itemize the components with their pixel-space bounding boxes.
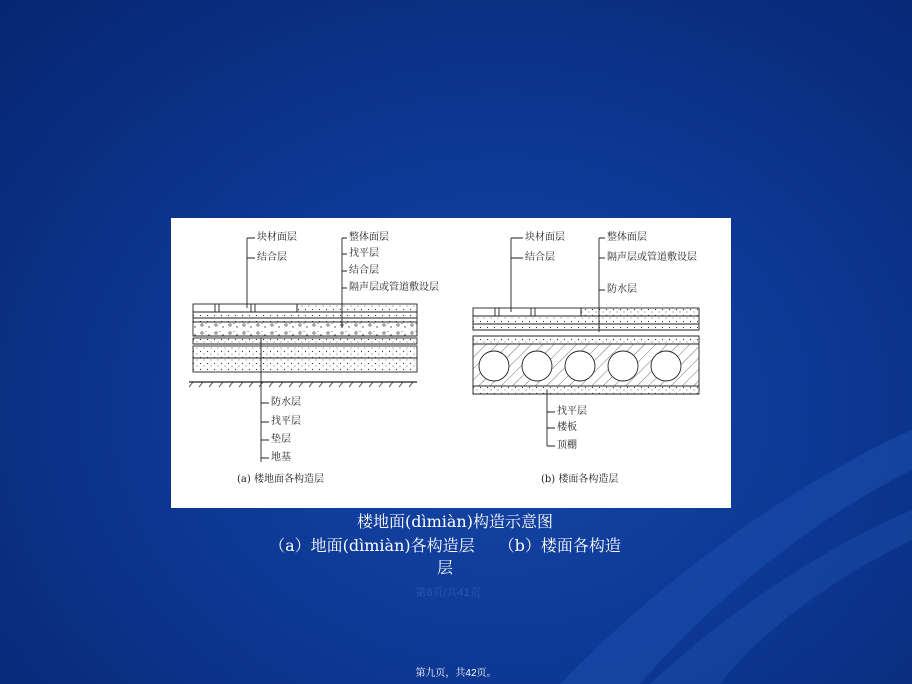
label-b-ceiling: 顶棚	[557, 440, 577, 451]
label-a-bonding-layer: 结合层	[257, 252, 287, 263]
label-a-monolithic-surface: 整体面层	[349, 232, 389, 243]
label-b-leveling: 找平层	[557, 406, 587, 417]
label-a-foundation: 地基	[271, 452, 291, 463]
label-a-sound-insulation: 隔声层或管道敷设层	[349, 282, 439, 293]
caption-line-2: （a）地面(dìmiàn)各构造层 （b）楼面各构造	[269, 536, 621, 555]
label-a-leveling-2: 找平层	[271, 416, 301, 427]
label-a-block-surface: 块材面层	[257, 232, 297, 243]
label-a-waterproof: 防水层	[271, 397, 301, 408]
floor-construction-figure	[171, 218, 731, 508]
caption-title: 楼地面(dìmiàn)构造示意图	[357, 512, 553, 531]
label-b-waterproof: 防水层	[607, 284, 637, 295]
label-a-cushion: 垫层	[271, 434, 291, 445]
diagram-a	[189, 238, 417, 462]
label-b-floor-slab: 楼板	[557, 422, 577, 433]
label-b-block-surface: 块材面层	[525, 232, 565, 243]
subcaption-b: (b) 楼面各构造层	[541, 474, 619, 485]
label-b-sound-insulation: 隔声层或管道敷设层	[607, 252, 697, 263]
caption-line-3: 层	[436, 558, 453, 577]
label-a-leveling-layer: 找平层	[349, 248, 379, 259]
label-b-bonding-layer: 结合层	[525, 252, 555, 263]
label-a-bonding-layer-2: 结合层	[349, 265, 379, 276]
inner-page-number: 第8页/共41页	[415, 587, 481, 599]
page-footer: 第九页，共42页。	[415, 668, 497, 679]
label-b-monolithic-surface: 整体面层	[607, 232, 647, 243]
subcaption-a: (a) 楼地面各构造层	[237, 474, 324, 485]
